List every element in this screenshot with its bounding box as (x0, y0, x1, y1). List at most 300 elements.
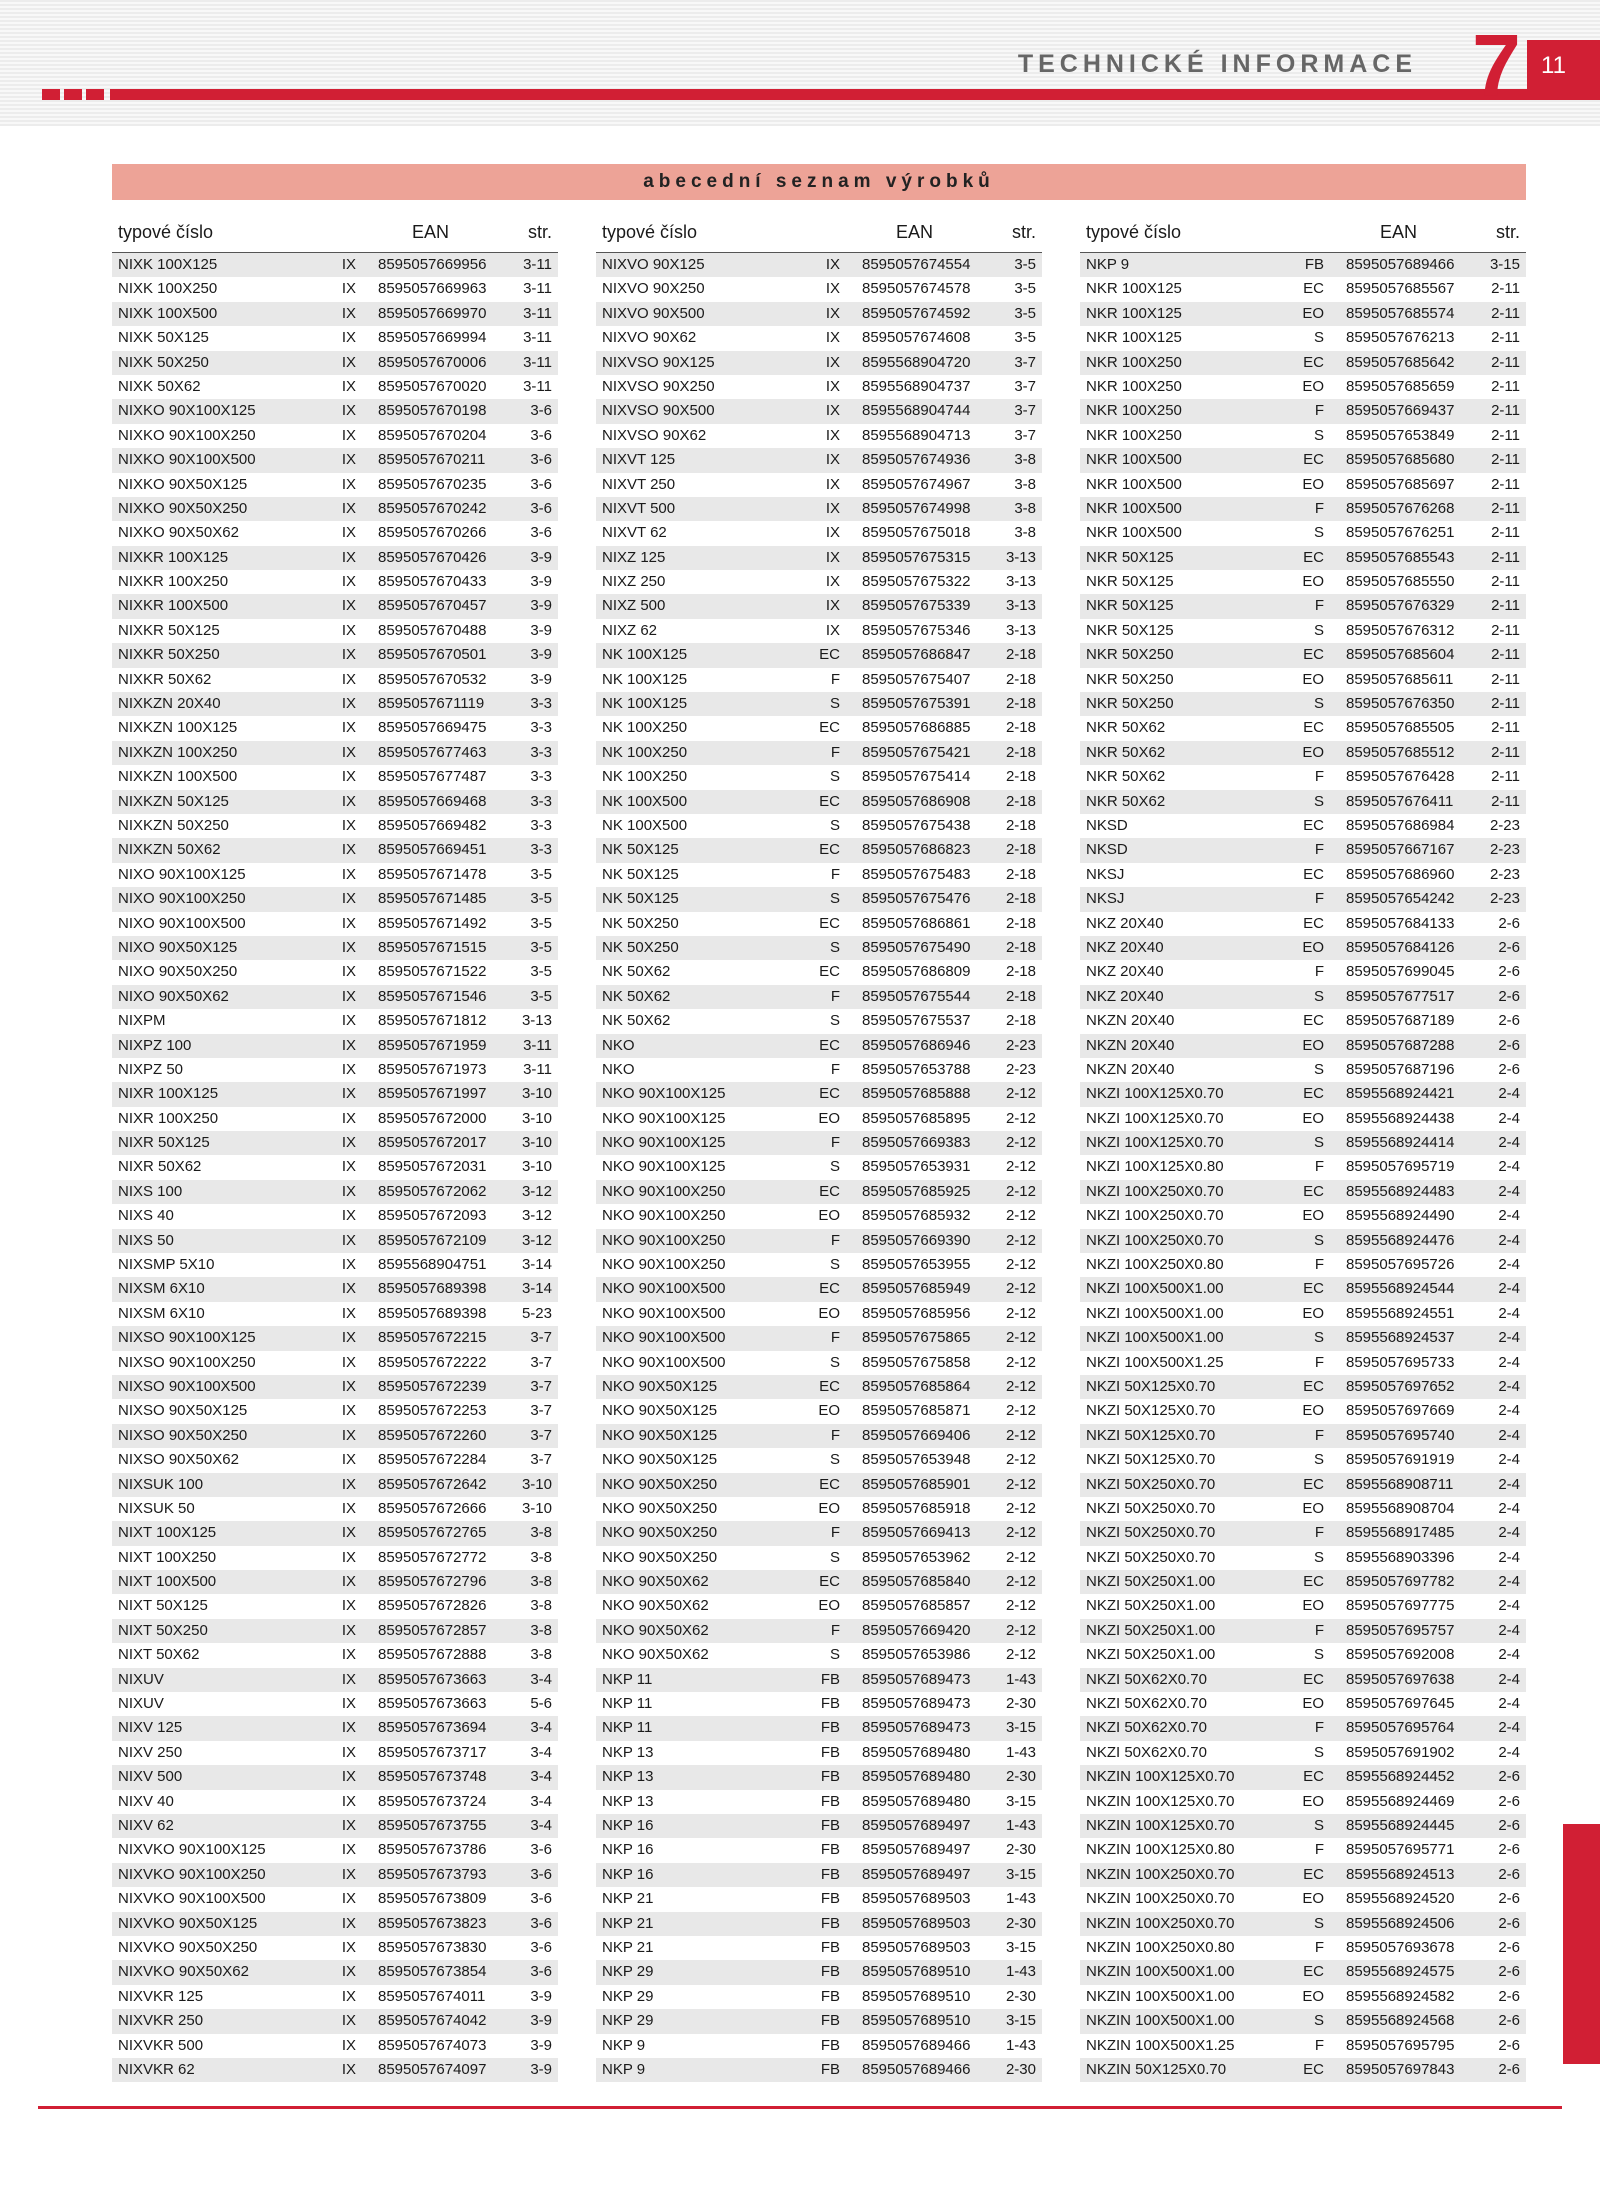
product-type: NKP 16 (602, 1865, 654, 1883)
ean-code: 8595057692008 (1346, 1646, 1455, 1664)
table-row (596, 765, 1042, 789)
page-ref: 2-12 (1005, 1524, 1036, 1542)
table-row (1080, 863, 1526, 887)
ean-code: 8595057689480 (862, 1743, 971, 1761)
table-row (596, 1448, 1042, 1472)
product-type: NK 100X250 (602, 743, 688, 761)
ean-code: 8595057674967 (862, 475, 971, 493)
product-type: NKZI 50X125X0.70 (1086, 1451, 1216, 1469)
table-row (112, 1570, 558, 1594)
table-row (596, 838, 1042, 862)
material-code: FB (820, 1841, 840, 1859)
table-row (112, 1741, 558, 1765)
table-row (112, 473, 558, 497)
table-row (112, 1082, 558, 1106)
table-row (596, 2058, 1042, 2082)
product-type: NIXS 50 (118, 1231, 174, 1249)
material-code: IX (341, 1377, 356, 1395)
ean-code: 8595057676428 (1346, 768, 1455, 786)
product-type: NKZIN 100X125X0.80 (1086, 1841, 1235, 1859)
page-ref: 2-30 (1005, 1695, 1036, 1713)
material-code: EO (818, 1402, 840, 1420)
ean-code: 8595057686861 (862, 914, 971, 932)
material-code: IX (825, 402, 840, 420)
ean-code: 8595057671959 (378, 1036, 487, 1054)
ean-code: 8595057672260 (378, 1426, 487, 1444)
page-ref: 2-12 (1005, 1402, 1036, 1420)
page-ref: 3-11 (523, 280, 552, 298)
material-code: IX (825, 377, 840, 395)
table-row (112, 1009, 558, 1033)
page-ref: 3-9 (530, 573, 552, 591)
table-row (596, 473, 1042, 497)
ean-code: 8595057686946 (862, 1036, 971, 1054)
ean-code: 8595057685932 (862, 1207, 971, 1225)
product-type: NIXKO 90X50X125 (118, 475, 248, 493)
page-ref: 2-12 (1005, 1377, 1036, 1395)
material-code: IX (825, 573, 840, 591)
table-row (596, 1692, 1042, 1716)
material-code: EC (819, 841, 840, 859)
material-code: IX (341, 548, 356, 566)
product-type: NKO (602, 1036, 635, 1054)
page-ref: 3-4 (530, 1719, 552, 1737)
ean-code: 8595057676213 (1346, 329, 1455, 347)
material-code: S (1313, 1231, 1324, 1249)
ean-code: 8595057685567 (1346, 280, 1455, 298)
ean-code: 8595057689473 (862, 1670, 971, 1688)
material-code: F (1314, 768, 1324, 786)
ean-code: 8595057689466 (1346, 256, 1455, 273)
table-row (1080, 643, 1526, 667)
product-type: NK 100X125 (602, 695, 688, 713)
material-code: IX (825, 353, 840, 371)
product-type: NIXSO 90X100X250 (118, 1353, 256, 1371)
product-type: NKZI 100X500X1.00 (1086, 1304, 1224, 1322)
ean-code: 8595057653931 (862, 1158, 971, 1176)
material-code: F (830, 987, 840, 1005)
ean-code: 8595057672239 (378, 1377, 487, 1395)
material-code: IX (341, 573, 356, 591)
ean-code: 8595057686809 (862, 963, 971, 981)
page-ref: 2-12 (1005, 1597, 1036, 1615)
material-code: IX (825, 256, 840, 273)
page-ref: 3-8 (1014, 499, 1036, 517)
table-row (1080, 1473, 1526, 1497)
ean-code: 8595057687196 (1346, 1060, 1455, 1078)
table-row (596, 521, 1042, 545)
table-row (596, 1424, 1042, 1448)
ean-code: 8595057676268 (1346, 499, 1455, 517)
product-type: NKR 50X62 (1086, 743, 1166, 761)
page-ref: 2-4 (1498, 1256, 1520, 1274)
ean-code: 8595057685956 (862, 1304, 971, 1322)
table-row (596, 375, 1042, 399)
material-code: EC (1303, 451, 1324, 469)
material-code: IX (341, 2036, 356, 2054)
ean-code: 8595057670020 (378, 377, 487, 395)
ean-code: 8595057671997 (378, 1085, 487, 1103)
page-ref: 2-18 (1005, 670, 1036, 688)
table-row (1080, 1375, 1526, 1399)
product-type: NKP 21 (602, 1914, 654, 1932)
product-type: NIXUV (118, 1670, 164, 1688)
material-code: IX (341, 621, 356, 639)
material-code: IX (341, 1475, 356, 1493)
material-code: IX (341, 1646, 356, 1664)
page-ref: 3-6 (530, 1841, 552, 1859)
product-type: NIXKZN 50X125 (118, 792, 229, 810)
table-row (596, 936, 1042, 960)
product-type: NKR 100X500 (1086, 499, 1182, 517)
product-type: NKZI 100X125X0.70 (1086, 1134, 1224, 1152)
page-ref: 3-11 (523, 304, 552, 322)
product-type: NIXKO 90X100X500 (118, 451, 256, 469)
material-code: EC (819, 914, 840, 932)
product-type: NKZIN 100X125X0.70 (1086, 1817, 1235, 1834)
ean-code: 8595057685611 (1346, 670, 1454, 688)
material-code: EO (1302, 1987, 1324, 2005)
table-row (596, 960, 1042, 984)
product-type: NIXZ 125 (602, 548, 666, 566)
ean-code: 8595057691902 (1346, 1743, 1455, 1761)
ean-code: 8595057685888 (862, 1085, 971, 1103)
product-type: NKO 90X100X125 (602, 1085, 726, 1103)
material-code: EO (1302, 377, 1324, 395)
page-ref: 3-13 (1005, 597, 1036, 615)
table-row (1080, 1765, 1526, 1789)
ean-code: 8595057670457 (378, 597, 487, 615)
material-code: IX (341, 1231, 356, 1249)
ean-code: 8595057685918 (862, 1499, 971, 1517)
page-ref: 3-3 (530, 841, 552, 859)
ean-code: 8595057670006 (378, 353, 487, 371)
page-ref: 2-30 (1005, 1914, 1036, 1932)
product-type: NIXKO 90X100X250 (118, 426, 256, 444)
table-row (596, 668, 1042, 692)
product-column-2 (596, 214, 1042, 2082)
ean-code: 8595057670501 (378, 646, 487, 664)
material-code: EC (1303, 548, 1324, 566)
ean-code: 8595057689503 (862, 1914, 971, 1932)
ean-code: 8595568904751 (378, 1256, 487, 1274)
page-ref: 2-4 (1498, 1158, 1520, 1176)
ean-code: 8595057672796 (378, 1573, 487, 1591)
ean-code: 8595568917485 (1346, 1524, 1455, 1542)
product-type: NIXVO 90X62 (602, 329, 697, 347)
page-ref: 3-11 (523, 329, 552, 347)
page-ref: 2-6 (1498, 1987, 1520, 2005)
material-code: IX (341, 499, 356, 517)
table-row (1080, 716, 1526, 740)
product-type: NKZI 50X250X0.70 (1086, 1524, 1216, 1542)
page-ref: 2-11 (1491, 792, 1520, 810)
page-ref: 3-15 (1005, 1719, 1036, 1737)
page-ref: 2-6 (1498, 1792, 1520, 1810)
table-row (112, 1302, 558, 1326)
page-ref: 2-4 (1498, 1207, 1520, 1225)
material-code: F (830, 1524, 840, 1542)
table-row (596, 1082, 1042, 1106)
table-row (112, 1204, 558, 1228)
ean-code: 8595568924483 (1346, 1182, 1455, 1200)
page-ref: 2-11 (1491, 670, 1520, 688)
ean-code: 8595057670242 (378, 499, 487, 517)
table-row (596, 1180, 1042, 1204)
product-type: NKO 90X100X250 (602, 1256, 726, 1274)
product-type: NKZI 100X250X0.70 (1086, 1231, 1224, 1249)
ean-code: 8595057685840 (862, 1573, 971, 1591)
material-code: FB (820, 1743, 840, 1761)
page-ref: 2-4 (1498, 1451, 1520, 1469)
table-row (112, 521, 558, 545)
table-row (112, 277, 558, 301)
ean-code: 8595057677487 (378, 768, 487, 786)
material-code: IX (341, 304, 356, 322)
product-type: NIXVKR 500 (118, 2036, 204, 2054)
product-type: NKO 90X100X500 (602, 1280, 726, 1298)
ean-code: 8595057670266 (378, 524, 487, 542)
page-ref: 2-4 (1498, 1597, 1520, 1615)
product-type: NIXVKR 250 (118, 2012, 204, 2030)
material-code: IX (341, 743, 356, 761)
product-type: NIXV 250 (118, 1743, 183, 1761)
page-ref: 3-10 (521, 1499, 552, 1517)
page-ref: 2-4 (1498, 1475, 1520, 1493)
ean-code: 8595057667167 (1346, 841, 1455, 859)
ean-code: 8595057689510 (862, 1963, 971, 1981)
page-ref: 3-7 (1014, 426, 1036, 444)
product-type: NIXVKO 90X50X250 (118, 1938, 258, 1956)
ean-code: 8595057686823 (862, 841, 971, 859)
ean-code: 8595057669994 (378, 329, 487, 347)
material-code: S (1313, 524, 1324, 542)
ean-code: 8595568924421 (1346, 1085, 1455, 1103)
page-ref: 2-6 (1498, 1841, 1520, 1859)
ean-code: 8595057671812 (378, 1012, 487, 1030)
page-ref: 3-10 (521, 1475, 552, 1493)
product-type: NIXK 100X250 (118, 280, 218, 298)
table-row (596, 1058, 1042, 1082)
material-code: IX (825, 280, 840, 298)
page-ref: 2-6 (1498, 987, 1520, 1005)
page-ref: 3-6 (530, 1890, 552, 1908)
ean-code: 8595057673663 (378, 1695, 487, 1713)
page-ref: 3-3 (530, 768, 552, 786)
table-row (112, 1692, 558, 1716)
ean-code: 8595057689497 (862, 1865, 971, 1883)
material-code: F (830, 1134, 840, 1152)
page-ref: 3-5 (1014, 280, 1036, 298)
table-row (596, 619, 1042, 643)
page-ref: 3-9 (530, 2036, 552, 2054)
table-row (112, 1765, 558, 1789)
page-ref: 2-4 (1498, 1524, 1520, 1542)
ean-code: 8595057689473 (862, 1695, 971, 1713)
product-type: NKZI 100X125X0.70 (1086, 1109, 1224, 1127)
ean-code: 8595057676350 (1346, 695, 1455, 713)
table-row (596, 1765, 1042, 1789)
ean-code: 8595568924537 (1346, 1329, 1455, 1347)
table-row (112, 643, 558, 667)
table-row (596, 1034, 1042, 1058)
table-row (112, 1546, 558, 1570)
table-row (596, 1863, 1042, 1887)
page-ref: 3-11 (523, 377, 552, 395)
product-type: NKZI 50X250X1.00 (1086, 1573, 1216, 1591)
page-ref: 2-23 (1005, 1036, 1036, 1054)
page-ref: 5-23 (521, 1304, 552, 1322)
ean-code: 8595057699045 (1346, 963, 1455, 981)
table-row (112, 1424, 558, 1448)
page-ref: 2-11 (1491, 499, 1520, 517)
material-code: IX (341, 2060, 356, 2078)
ean-code: 8595057689497 (862, 1841, 971, 1859)
product-type: NKR 50X125 (1086, 548, 1174, 566)
material-code: EC (819, 1280, 840, 1298)
ean-code: 8595057685505 (1346, 719, 1455, 737)
product-type: NKZ 20X40 (1086, 987, 1164, 1005)
page-ref: 1-43 (1005, 1670, 1036, 1688)
table-row (112, 1180, 558, 1204)
product-type: NKO 90X50X250 (602, 1475, 718, 1493)
ean-code: 8595057676329 (1346, 597, 1455, 615)
ean-code: 8595057670426 (378, 548, 487, 566)
ean-code: 8595057675865 (862, 1329, 971, 1347)
table-row (596, 1936, 1042, 1960)
material-code: IX (341, 1914, 356, 1932)
product-type: NIXKR 50X62 (118, 670, 212, 688)
table-row (1080, 521, 1526, 545)
ean-code: 8595057654242 (1346, 890, 1455, 908)
product-type: NK 50X125 (602, 865, 679, 883)
ean-code: 8595057669390 (862, 1231, 971, 1249)
material-code: IX (825, 304, 840, 322)
page-ref: 3-6 (530, 402, 552, 420)
table-row (112, 1814, 558, 1838)
material-code: IX (341, 1134, 356, 1152)
table-row (112, 1351, 558, 1375)
page-ref: 2-12 (1005, 1475, 1036, 1493)
table-row (112, 1326, 558, 1350)
material-code: FB (820, 1914, 840, 1932)
table-row (596, 424, 1042, 448)
product-type: NIXKZN 100X125 (118, 719, 238, 737)
ean-code: 8595057689510 (862, 2012, 971, 2030)
header-type: typové číslo (118, 222, 214, 242)
page-ref: 3-5 (530, 914, 552, 932)
product-type: NKR 50X125 (1086, 573, 1174, 591)
material-code: IX (341, 1573, 356, 1591)
material-code: S (829, 1012, 840, 1030)
material-code: FB (820, 1719, 840, 1737)
ean-code: 8595057675858 (862, 1353, 971, 1371)
table-row (596, 277, 1042, 301)
table-row (1080, 1912, 1526, 1936)
page-ref: 2-12 (1005, 1231, 1036, 1249)
product-type: NKZIN 100X500X1.00 (1086, 2012, 1235, 2030)
table-row (112, 668, 558, 692)
page-ref: 2-30 (1005, 1841, 1036, 1859)
page-ref: 2-30 (1005, 2060, 1036, 2078)
product-rows (112, 253, 558, 2082)
material-code: IX (341, 1963, 356, 1981)
material-code: EO (1302, 304, 1324, 322)
column-header (112, 214, 558, 253)
material-code: IX (341, 1768, 356, 1786)
header-str: str. (1011, 222, 1036, 242)
ean-code: 8595057695795 (1346, 2036, 1455, 2054)
product-type: NIXT 50X62 (118, 1646, 200, 1664)
table-row (1080, 1034, 1526, 1058)
table-row (1080, 1790, 1526, 1814)
product-type: NKO 90X50X62 (602, 1646, 709, 1664)
material-code: EC (819, 1573, 840, 1591)
table-row (596, 1131, 1042, 1155)
table-row (596, 253, 1042, 277)
ean-code: 8595568924469 (1346, 1792, 1455, 1810)
ean-code: 8595057686960 (1346, 865, 1455, 883)
ean-code: 8595057685512 (1346, 743, 1455, 761)
material-code: IX (341, 841, 356, 859)
product-type: NKZIN 100X250X0.70 (1086, 1865, 1235, 1883)
page-ref: 3-12 (521, 1182, 552, 1200)
product-type: NIXO 90X100X125 (118, 865, 246, 883)
table-row (112, 424, 558, 448)
table-row (112, 546, 558, 570)
material-code: EC (1303, 1475, 1324, 1493)
table-row (1080, 1814, 1526, 1838)
page-ref: 3-5 (530, 963, 552, 981)
table-row (1080, 473, 1526, 497)
material-code: IX (341, 719, 356, 737)
ean-code: 8595568908711 (1346, 1475, 1454, 1493)
page-ref: 2-11 (1491, 451, 1520, 469)
ean-code: 8595057687288 (1346, 1036, 1455, 1054)
product-type: NKZN 20X40 (1086, 1060, 1175, 1078)
product-type: NKR 100X250 (1086, 377, 1182, 395)
product-type: NKO 90X50X62 (602, 1597, 709, 1615)
table-row (112, 351, 558, 375)
material-code: EC (1303, 1085, 1324, 1103)
material-code: F (1314, 402, 1324, 420)
material-code: IX (341, 451, 356, 469)
page-ref: 2-4 (1498, 1134, 1520, 1152)
table-row (596, 1960, 1042, 1984)
material-code: EC (1303, 2060, 1324, 2078)
product-type: NKO 90X100X250 (602, 1207, 726, 1225)
material-code: F (1314, 597, 1324, 615)
table-row (596, 570, 1042, 594)
table-row (1080, 692, 1526, 716)
page-ref: 2-23 (1489, 890, 1520, 908)
table-row (596, 1643, 1042, 1667)
ean-code: 8595057685864 (862, 1377, 971, 1395)
ean-code: 8595057695726 (1346, 1256, 1455, 1274)
ean-code: 8595057684126 (1346, 938, 1455, 956)
product-type: NIXO 90X100X500 (118, 914, 246, 932)
product-type: NIXS 40 (118, 1207, 174, 1225)
product-type: NIXSM 6X10 (118, 1304, 205, 1322)
product-type: NIXPZ 50 (118, 1060, 184, 1078)
table-row (1080, 790, 1526, 814)
page-ref: 2-18 (1005, 743, 1036, 761)
page-ref: 3-5 (530, 890, 552, 908)
table-row (112, 619, 558, 643)
product-type: NKO 90X50X125 (602, 1377, 718, 1395)
material-code: IX (825, 621, 840, 639)
ean-code: 8595568904713 (862, 426, 971, 444)
